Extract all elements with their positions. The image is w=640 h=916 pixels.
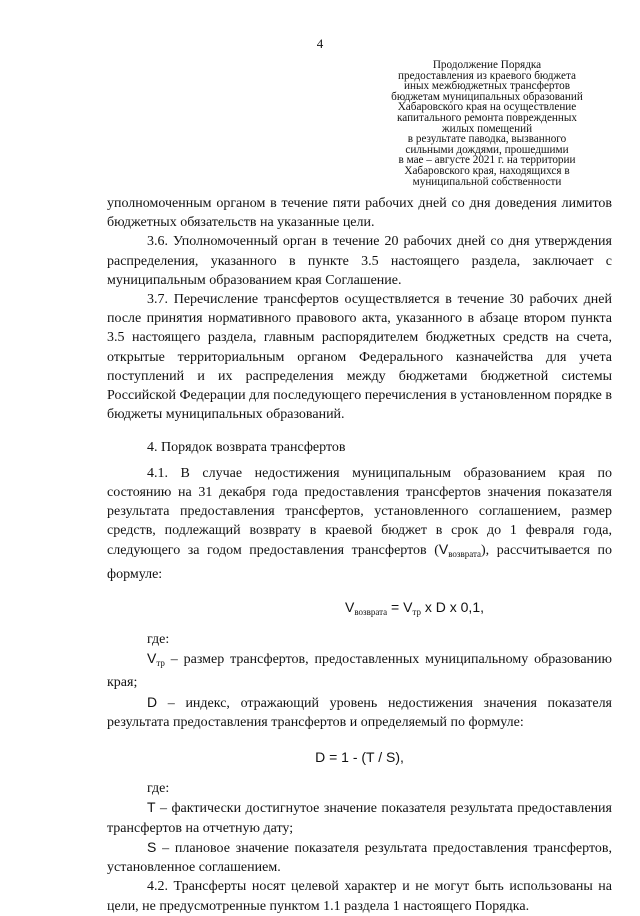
paragraph-4-2: 4.2. Трансферты носят целевой характер и не могут быть использованы на цели, не предусмотренные пунктом 1.1 раздела 1 настоящего Порядка. — [107, 879, 612, 914]
formula-return-amount — [107, 598, 612, 622]
def-v-subscript: тр — [156, 658, 165, 669]
header-line: Хабаровского края на осуществление — [397, 101, 577, 114]
section-4-title: 4. Порядок возврата трансфертов — [147, 440, 346, 456]
header-line: Хабаровского края, находящихся в — [404, 164, 570, 177]
def-vtr-text: – размер трансфертов, предоставленных муниципальному образованию края; — [107, 652, 612, 691]
formula-equals-v: = V — [387, 598, 413, 615]
paragraph-3-7: 3.7. Перечисление трансфертов осуществляется в течение 30 рабочих дней после принятия нормативного правового акта, указанного в абзаце втором пункта 3.5 настоящего раздела, главным распорядителем бюджетных средств на счета, открытые территориальным органом Федерального казначейства для учета поступлений и их распределения между бюджетами бюджетной системы Российской Федерации для последующего перечисления в установленном порядке в бюджеты муниципальных образований. — [107, 292, 612, 423]
paragraph-continuation: уполномоченным органом в течение пяти рабочих дней со дня доведения лимитов бюджетных обязательств на указанные цели. — [107, 196, 612, 231]
paragraph-4-1-text: 4.1. В случае недостижения муниципальным образованием края по состоянию на 31 декабря года предоставления трансфертов значения показателя результата предоставления трансфертов, установленного соглашением, размер средств, подлежащий возврату в краевой бюджет в срок до 1 февраля года, следующего за годом предоставления трансфертов — [107, 465, 612, 559]
header-block — [366, 60, 608, 187]
header-line: капитального ремонта поврежденных — [396, 111, 578, 124]
formula-v: V — [344, 598, 355, 615]
var-v-subscript: возврата — [448, 549, 482, 560]
definition-vtr — [107, 649, 612, 692]
where-label-1: где: — [147, 632, 170, 648]
paragraph-4-1-tail: ), рассчитывается по формуле: — [107, 543, 612, 582]
def-d: D — [147, 693, 158, 710]
paragraph-4-1: 4.1. В случае недостижения муниципальным образованием края по состоянию на 31 декабря года предоставления трансфертов значения показателя результата предоставления трансфертов, установленного соглашением, размер средств, подлежащий возврату в краевой бюджет в срок до 1 февраля года, следующего за годом предоставления трансфертов $(V_{возврата})$, рассчитывается по формуле: — [107, 465, 612, 582]
page-number: 4 — [316, 36, 324, 51]
def-t: Т — [147, 799, 156, 816]
document-body — [107, 194, 612, 916]
header-line: в мае – августе 2021 г. на территории — [398, 154, 576, 167]
where-label-2: где: — [147, 781, 170, 797]
def-d-text: – индекс, отражающий уровень недостижения значения показателя результата предоставления трансфертов и определяемый по формуле: — [107, 695, 612, 730]
header-line: бюджетам муниципальных образований — [391, 90, 583, 103]
def-t-text: – фактически достигнутое значение показателя результата предоставления трансфертов на отчетную дату; — [107, 801, 612, 836]
header-line: жилых помещений — [441, 122, 533, 135]
def-v: V — [147, 650, 157, 667]
definition-s — [107, 838, 612, 877]
formula-tr-subscript: тр — [412, 606, 421, 617]
header-line: в результате паводка, вызванного — [407, 133, 567, 146]
header-line: иных межбюджетных трансфертов — [404, 80, 570, 93]
definition-d — [107, 693, 612, 732]
header-line: муниципальной собственности — [412, 175, 562, 188]
definition-t — [107, 798, 612, 837]
formula-rest: x D x 0,1, — [420, 598, 484, 615]
def-s-text: – плановое значение показателя результата предоставления трансфертов, установленное соглашением. — [107, 840, 612, 876]
paragraph-3-6: 3.6. Уполномоченный орган в течение 20 рабочих дней со дня утверждения распределения, указанного в пункте 3.5 настоящего раздела, заключает с муниципальным образованием края Соглашение. — [107, 234, 612, 288]
formula-v-subscript: возврата — [354, 606, 388, 617]
header-line: сильными дождями, прошедшими — [405, 143, 569, 156]
def-s: S — [147, 838, 157, 855]
header-line: Продолжение Порядка — [432, 59, 542, 71]
var-v: V — [438, 541, 449, 558]
formula-index-d: D = 1 - (T / S), — [315, 749, 404, 766]
header-line: предоставления из краевого бюджета — [398, 69, 576, 82]
